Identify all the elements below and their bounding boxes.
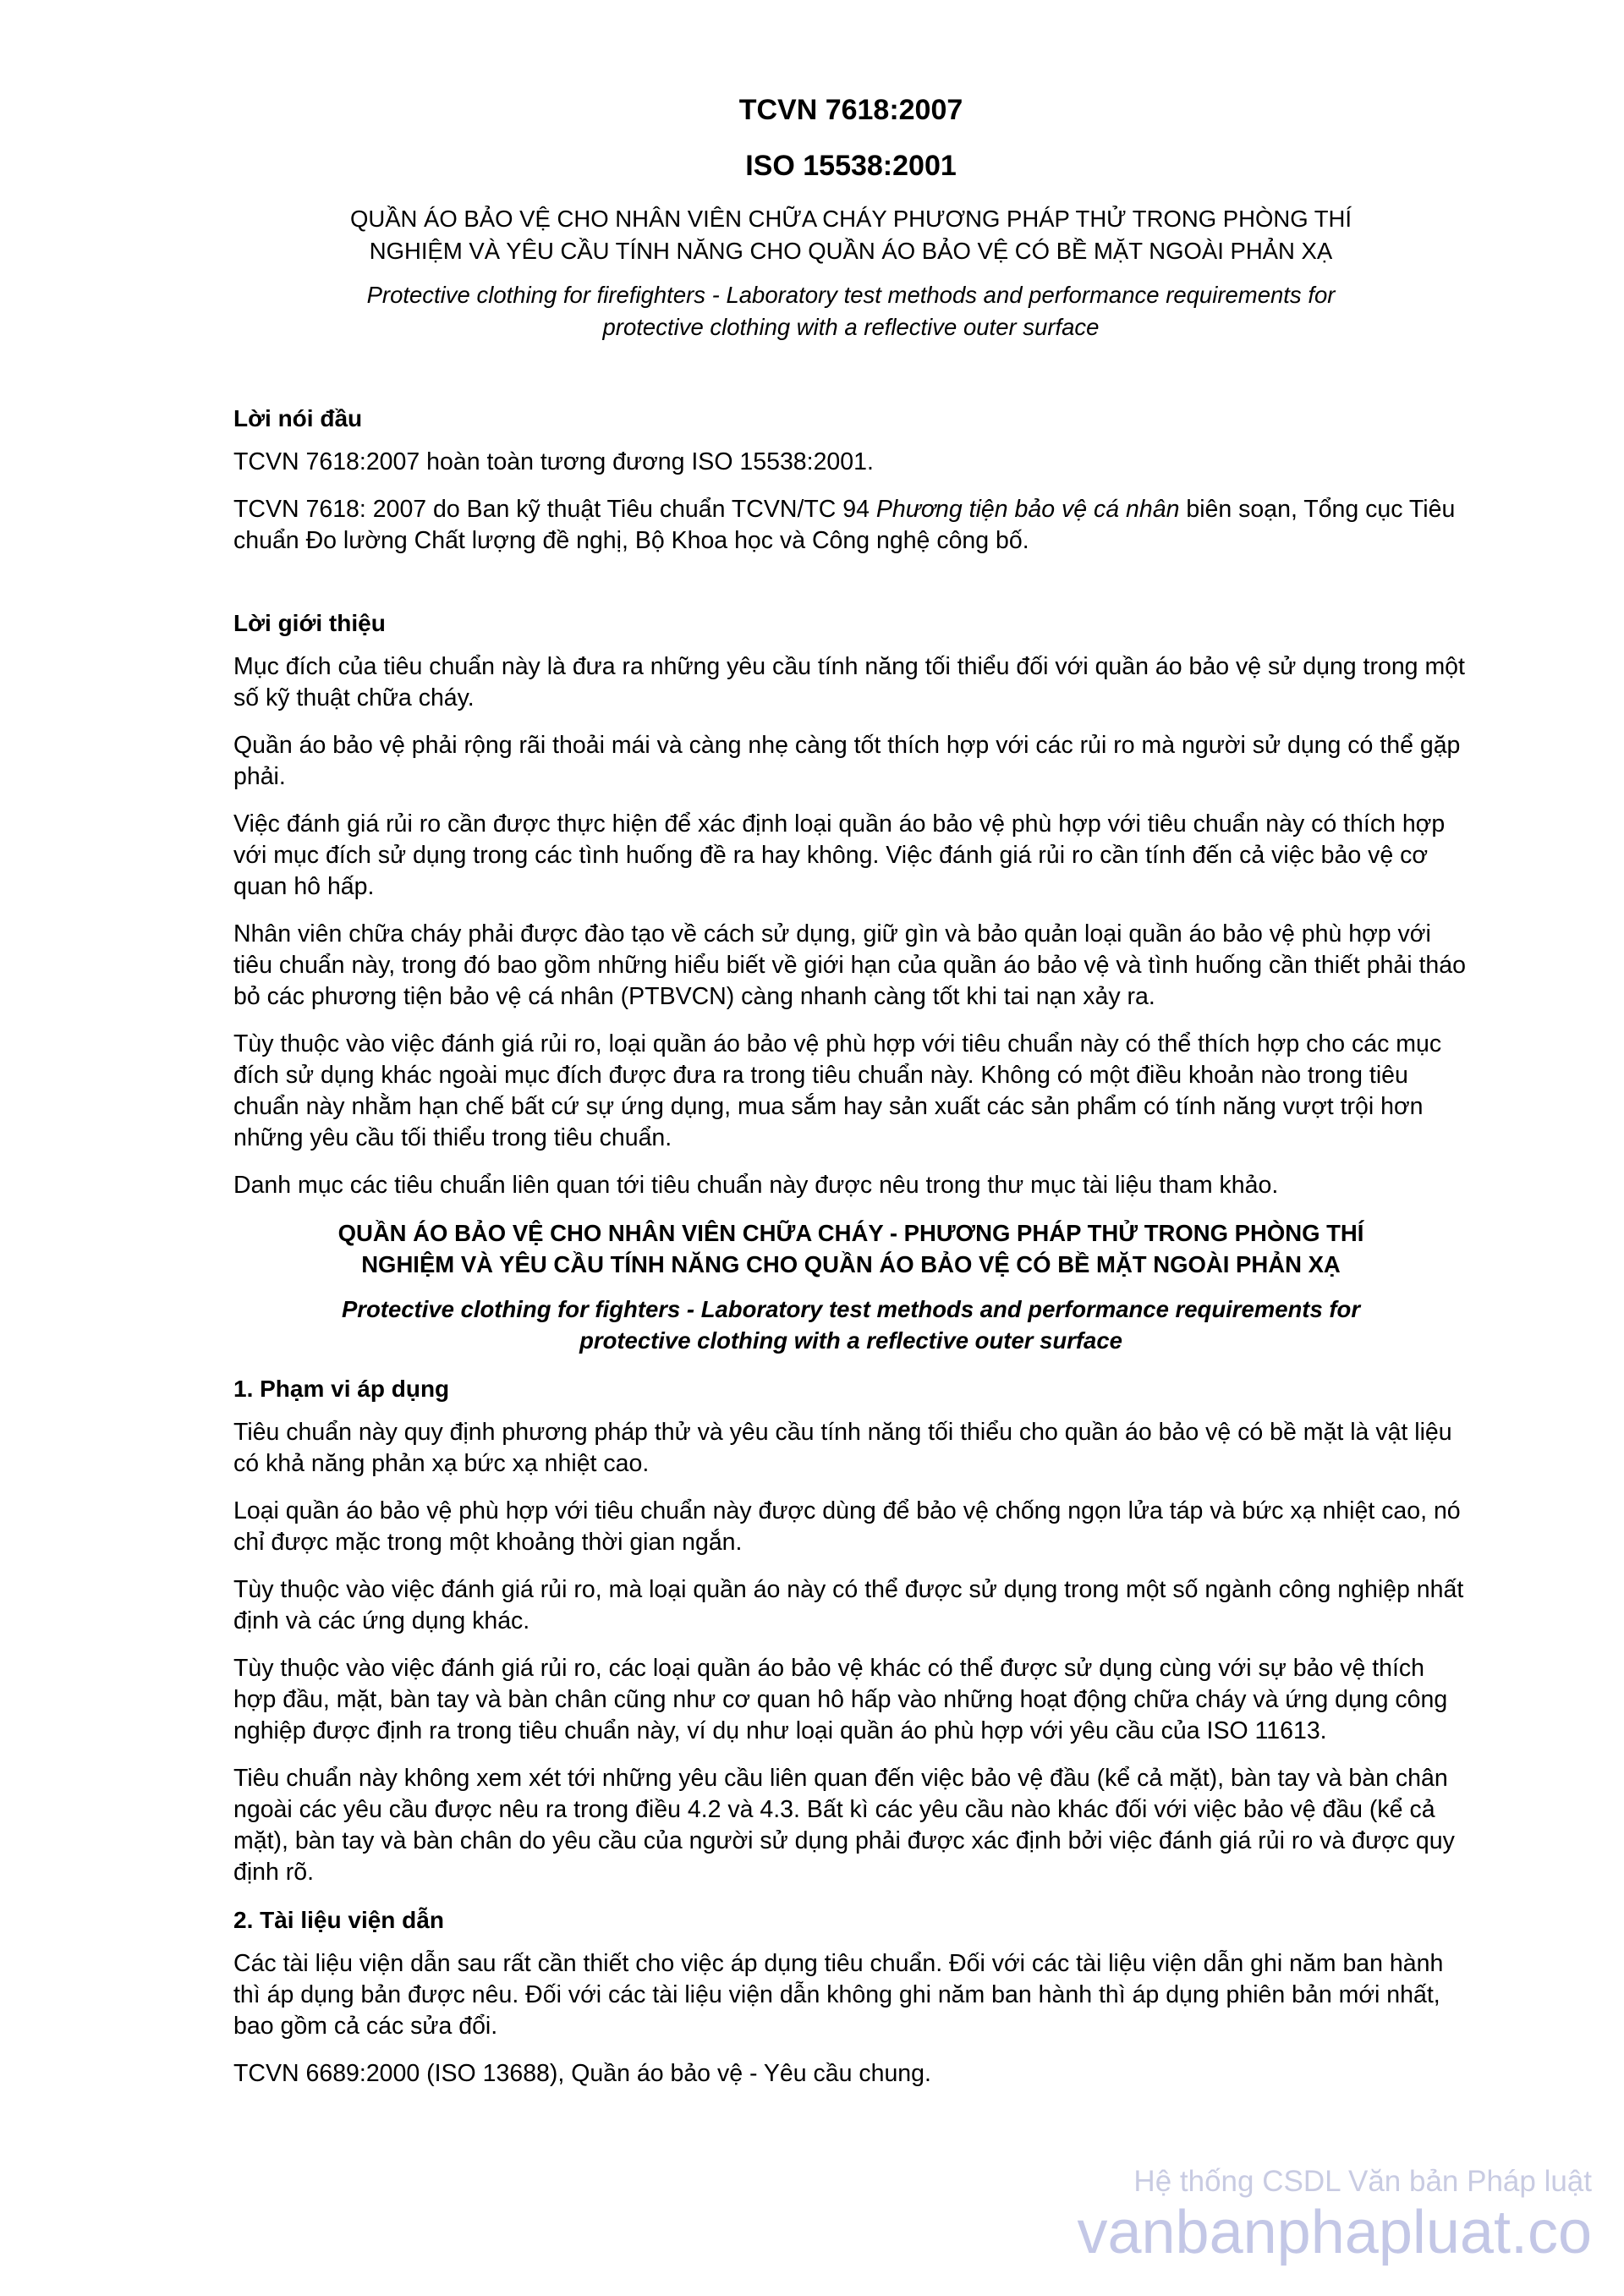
references-paragraph: Các tài liệu viện dẫn sau rất cần thiết cho việc áp dụng tiêu chuẩn. Đối với các tài liệu viện dẫn ghi năm ban hành thì áp dụng bản được nêu. Đối với các tài liệu viện dẫn không ghi năm ban hành thì áp dụng phiên bản mới nhất, bao gồm cả các sửa đổi. bbox=[233, 1950, 1444, 2040]
scope-paragraph: Tiêu chuẩn này quy định phương pháp thử và yêu cầu tính năng tối thiểu cho quần áo bảo vệ có bề mặt là vật liệu có khả năng phản xạ bức xạ nhiệt cao. bbox=[233, 1419, 1452, 1477]
foreword-text: TCVN 7618: 2007 do Ban kỹ thuật Tiêu chuẩn TCVN/TC 94 bbox=[233, 496, 876, 523]
scope-heading: 1. Phạm vi áp dụng bbox=[233, 1376, 450, 1402]
reference-item: TCVN 6689:2000 (ISO 13688), Quần áo bảo vệ - Yêu cầu chung. bbox=[233, 2060, 931, 2087]
main-title-en-line-2: protective clothing with a reflective outer surface bbox=[579, 1327, 1122, 1354]
introduction-paragraph: Nhân viên chữa cháy phải được đào tạo về cách sử dụng, giữ gìn và bảo quản loại quần áo bảo vệ phù hợp với tiêu chuẩn này, trong đó bao gồm những hiểu biết về giới hạn của quần áo bảo vệ và tình huống cần thiết phải tháo bỏ các phương tiện bảo vệ cá nhân (PTBVCN) càng nhanh càng tốt khi tai nạn xảy ra. bbox=[233, 920, 1466, 1010]
title-vi-line-2: NGHIỆM VÀ YÊU CẦU TÍNH NĂNG CHO QUẦN ÁO BẢO VỆ CÓ BỀ MẶT NGOÀI PHẢN XẠ bbox=[369, 238, 1333, 264]
title-vi-line-1: QUẦN ÁO BẢO VỆ CHO NHÂN VIÊN CHỮA CHÁY PHƯƠNG PHÁP THỬ TRONG PHÒNG THÍ bbox=[349, 206, 1352, 232]
main-title-en-line-1: Protective clothing for fighters - Laboratory test methods and performance requirements for bbox=[341, 1296, 1361, 1322]
introduction-paragraph: Quần áo bảo vệ phải rộng rãi thoải mái và càng nhẹ càng tốt thích hợp với các rủi ro mà người sử dụng có thể gặp phải. bbox=[233, 732, 1461, 790]
document-page bbox=[233, 91, 1468, 2106]
watermark-caption: Hệ thống CSDL Văn bản Pháp luật bbox=[1133, 2165, 1592, 2198]
iso-code: ISO 15538:2001 bbox=[745, 150, 957, 182]
title-en-line-2: protective clothing with a reflective outer surface bbox=[602, 314, 1100, 340]
introduction-heading: Lời giới thiệu bbox=[233, 610, 386, 636]
scope-paragraph: Tiêu chuẩn này không xem xét tới những yêu cầu liên quan đến việc bảo vệ đầu (kể cả mặt), bàn tay và bàn chân ngoài các yêu cầu được nêu ra trong điều 4.2 và 4.3. Bất kì các yêu cầu nào khác đối với việc bảo vệ đầu (kể cả mặt), bàn tay và bàn chân do yêu cầu của người sử dụng phải được xác định bởi việc đánh giá rủi ro và được quy định rõ. bbox=[233, 1765, 1455, 1886]
scope-paragraph: Loại quần áo bảo vệ phù hợp với tiêu chuẩn này được dùng để bảo vệ chống ngọn lửa táp và bức xạ nhiệt cao, nó chỉ được mặc trong một khoảng thời gian ngắn. bbox=[233, 1497, 1461, 1556]
introduction-paragraph: Danh mục các tiêu chuẩn liên quan tới tiêu chuẩn này được nêu trong thư mục tài liệu tham khảo. bbox=[233, 1172, 1279, 1199]
introduction-paragraph: Tùy thuộc vào việc đánh giá rủi ro, loại quần áo bảo vệ phù hợp với tiêu chuẩn này có thể thích hợp cho các mục đích sử dụng khác ngoài mục đích được đưa ra trong tiêu chuẩn này. Không có một điều khoản nào trong tiêu chuẩn này nhằm hạn chế bất cứ sự ứng dụng, mua sắm hay sản xuất các sản phẩm có tính năng vượt trội hơn những yêu cầu tối thiểu trong tiêu chuẩn. bbox=[233, 1030, 1442, 1151]
main-title-vi-line-1: QUẦN ÁO BẢO VỆ CHO NHÂN VIÊN CHỮA CHÁY - PHƯƠNG PHÁP THỬ TRONG PHÒNG THÍ bbox=[337, 1220, 1364, 1246]
scope-paragraph: Tùy thuộc vào việc đánh giá rủi ro, các loại quần áo bảo vệ khác có thể được sử dụng cùng với sự bảo vệ thích hợp đầu, mặt, bàn tay và bàn chân cũng như cơ quan hô hấp vào những hoạt động chữa cháy và ứng dụng công nghiệp được định ra trong tiêu chuẩn này, ví dụ như loại quần áo phù hợp với yêu cầu của ISO 11613. bbox=[233, 1655, 1448, 1744]
foreword-heading: Lời nói đầu bbox=[233, 405, 363, 431]
title-en-line-1: Protective clothing for firefighters - Laboratory test methods and performance requirements for bbox=[366, 282, 1336, 308]
scope-paragraph: Tùy thuộc vào việc đánh giá rủi ro, mà loại quần áo này có thể được sử dụng trong một số ngành công nghiệp nhất định và các ứng dụng khác. bbox=[233, 1576, 1464, 1634]
main-title-vi-line-2: NGHIỆM VÀ YÊU CẦU TÍNH NĂNG CHO QUẦN ÁO BẢO VỆ CÓ BỀ MẶT NGOÀI PHẢN XẠ bbox=[361, 1251, 1341, 1277]
standard-code: TCVN 7618:2007 bbox=[738, 94, 963, 126]
document-title-vi bbox=[233, 203, 1468, 267]
introduction-paragraph: Mục đích của tiêu chuẩn này là đưa ra những yêu cầu tính năng tối thiểu đối với quần áo bảo vệ sử dụng trong một số kỹ thuật chữa cháy. bbox=[233, 653, 1465, 711]
foreword-paragraph: TCVN 7618:2007 hoàn toàn tương đương ISO 15538:2001. bbox=[233, 448, 874, 475]
foreword-text: biên soạn, Tổng cục Tiêu chuẩn Đo lường Chất lượng đề nghị, Bộ Khoa học và Công nghệ công bố. bbox=[233, 496, 1456, 554]
watermark-site: vanbanphapluat.co bbox=[1077, 2199, 1592, 2266]
foreword-committee-name: Phương tiện bảo vệ cá nhân bbox=[875, 496, 1180, 523]
document-title-en bbox=[233, 279, 1468, 343]
normative-references-heading: 2. Tài liệu viện dẫn bbox=[233, 1907, 444, 1933]
main-title-vi bbox=[233, 1217, 1468, 1280]
watermark bbox=[1077, 2164, 1592, 2266]
introduction-paragraph: Việc đánh giá rủi ro cần được thực hiện để xác định loại quần áo bảo vệ phù hợp với tiêu chuẩn này có thích hợp với mục đích sử dụng trong các tình huống đề ra hay không. Việc đánh giá rủi ro cần tính đến cả việc bảo vệ cơ quan hô hấp. bbox=[233, 810, 1446, 900]
foreword-paragraph-2 bbox=[233, 494, 1468, 557]
main-title-en bbox=[233, 1294, 1468, 1356]
